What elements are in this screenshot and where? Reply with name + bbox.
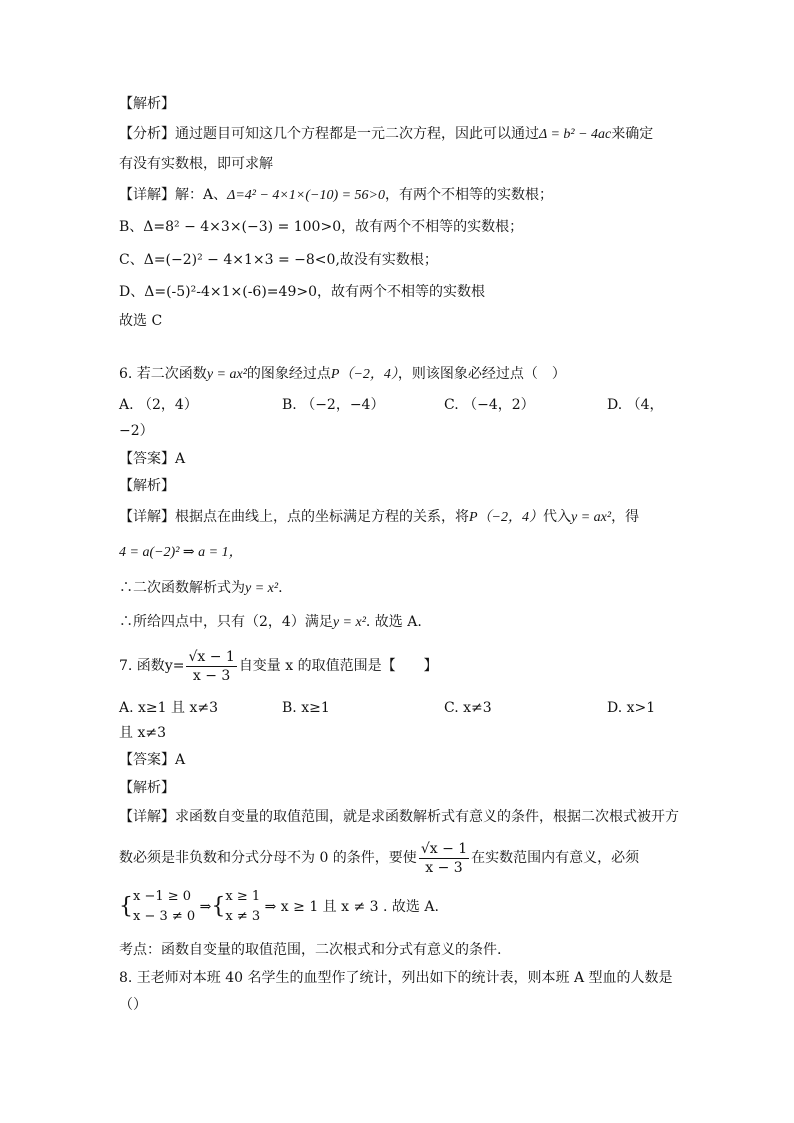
ineq: x ≠ 3 bbox=[225, 909, 261, 924]
text: 自变量 x 的取值范围是【 】 bbox=[238, 658, 438, 674]
q5-detail-b bbox=[119, 217, 523, 237]
q6-option-a: A. （2，4） bbox=[119, 397, 198, 413]
q7-option-c: C. x≠3 bbox=[444, 700, 492, 716]
formula: y = x² bbox=[332, 615, 366, 630]
formula: C、Δ=(−2)² − 4×1×3 = −8<0 bbox=[119, 252, 336, 268]
text: ，故有两个不相等的实数根； bbox=[341, 219, 524, 235]
q5-answer: 故选 C bbox=[119, 313, 163, 329]
ineq: x −1 ≥ 0 bbox=[133, 889, 192, 904]
q7-kaodian: 考点：函数自变量的取值范围，二次根式和分式有意义的条件. bbox=[119, 942, 502, 958]
numerator: √x − 1 bbox=[188, 648, 235, 665]
formula: B、Δ=8² − 4×3×(−3) = 100>0 bbox=[119, 219, 342, 235]
q8-stem: 8. 王老师对本班 40 名学生的血型作了统计，列出如下的统计表，则本班 A 型血的人数是 bbox=[119, 970, 673, 986]
q6-step1 bbox=[119, 542, 243, 563]
q5-detail-c bbox=[119, 250, 438, 270]
text: ，得 bbox=[611, 509, 640, 525]
q6-option-d-cont: −2） bbox=[119, 423, 154, 439]
q7-detail-line-2 bbox=[119, 838, 639, 878]
formula: 4 = a(−2)² ⇒ a = 1， bbox=[119, 545, 243, 560]
q5-jiexi-heading: 【解析】 bbox=[119, 96, 175, 112]
q6-jiexi-heading: 【解析】 bbox=[119, 478, 175, 494]
text: . bbox=[278, 580, 283, 596]
implies: ⇒ bbox=[199, 899, 212, 915]
q7-option-a: A. x≥1 且 x≠3 bbox=[119, 700, 218, 716]
text: ，则该图象必经过点（ ） bbox=[397, 366, 566, 382]
brace-left: { bbox=[119, 894, 133, 919]
text: 代入 bbox=[543, 509, 571, 525]
text: ，故有两个不相等的实数根 bbox=[317, 284, 485, 300]
inequality-system-1 bbox=[133, 887, 195, 927]
formula: Δ=4² − 4×1×(−10) = 56>0 bbox=[227, 188, 385, 203]
q6-answer: 【答案】A bbox=[119, 451, 186, 467]
q6-step2 bbox=[119, 578, 283, 599]
numerator: √x − 1 bbox=[420, 840, 468, 857]
point: P（−2，4） bbox=[469, 510, 543, 525]
q7-jiexi-heading: 【解析】 bbox=[119, 780, 175, 796]
result: ⇒ x ≥ 1 且 x ≠ 3 . 故选 A. bbox=[264, 899, 439, 915]
q7-system-line bbox=[119, 885, 439, 929]
formula: y = ax² bbox=[206, 367, 247, 382]
q6-step3 bbox=[119, 612, 422, 633]
text: . 故选 A. bbox=[365, 614, 422, 630]
text: ，有两个不相等的实数根； bbox=[385, 187, 553, 203]
discriminant-formula: Δ = b² − 4ac bbox=[539, 127, 612, 142]
ineq: x ≥ 1 bbox=[225, 889, 261, 904]
q7-answer: 【答案】A bbox=[119, 752, 186, 768]
q5-analysis-line-2: 有没有实数根，即可求解 bbox=[119, 156, 273, 172]
q6-option-c: C. （−4，2） bbox=[444, 397, 535, 413]
text: ,故没有实数根； bbox=[335, 252, 438, 268]
q6-detail-line bbox=[119, 507, 639, 528]
q7-option-b: B. x≥1 bbox=[282, 700, 330, 716]
text: ∴所给四点中，只有（2，4）满足 bbox=[119, 614, 333, 630]
denominator: x − 3 bbox=[192, 667, 231, 684]
text: 7. 函数 bbox=[119, 658, 165, 674]
point: P（−2，4） bbox=[330, 367, 398, 382]
q6-stem bbox=[119, 364, 566, 385]
text: 【详解】根据点在曲线上，点的坐标满足方程的关系，将 bbox=[119, 509, 469, 525]
text: 6. 若二次函数 bbox=[119, 366, 207, 382]
text: 【分析】通过题目可知这几个方程都是一元二次方程，因此可以通过 bbox=[119, 126, 539, 142]
function-y: y= bbox=[164, 658, 185, 674]
brace-left: { bbox=[211, 894, 226, 919]
formula: D、Δ=(-5)²-4×1×(-6)=49>0 bbox=[119, 284, 317, 300]
q7-option-d-cont: 且 x≠3 bbox=[119, 725, 166, 741]
fraction bbox=[419, 840, 469, 877]
q7-stem bbox=[119, 646, 438, 686]
q5-detail-a bbox=[119, 185, 553, 206]
q8-stem-cont: （） bbox=[119, 997, 147, 1013]
text: 【详解】解：A、 bbox=[119, 187, 228, 203]
q7-option-d: D. x>1 bbox=[607, 700, 656, 716]
formula: y = ax² bbox=[571, 510, 612, 525]
q6-option-b: B. （−2，−4） bbox=[282, 397, 385, 413]
text: 的图象经过点 bbox=[246, 366, 331, 382]
text: 来确定 bbox=[611, 126, 654, 142]
fraction bbox=[186, 648, 236, 685]
text: 数必须是非负数和分式分母不为 0 的条件，要使 bbox=[119, 850, 417, 866]
ineq: x − 3 ≠ 0 bbox=[133, 909, 196, 924]
q5-detail-d bbox=[119, 282, 485, 302]
q6-option-d: D. （4， bbox=[607, 397, 664, 413]
q7-detail-line-1: 【详解】求函数自变量的取值范围，就是求函数解析式有意义的条件，根据二次根式被开方 bbox=[119, 809, 679, 825]
formula: y = x² bbox=[245, 581, 279, 596]
inequality-system-2 bbox=[225, 887, 260, 927]
text: 在实数范围内有意义，必须 bbox=[471, 850, 640, 866]
q5-analysis-line bbox=[119, 124, 653, 145]
denominator: x − 3 bbox=[425, 859, 463, 876]
text: ∴二次函数解析式为 bbox=[119, 580, 245, 596]
